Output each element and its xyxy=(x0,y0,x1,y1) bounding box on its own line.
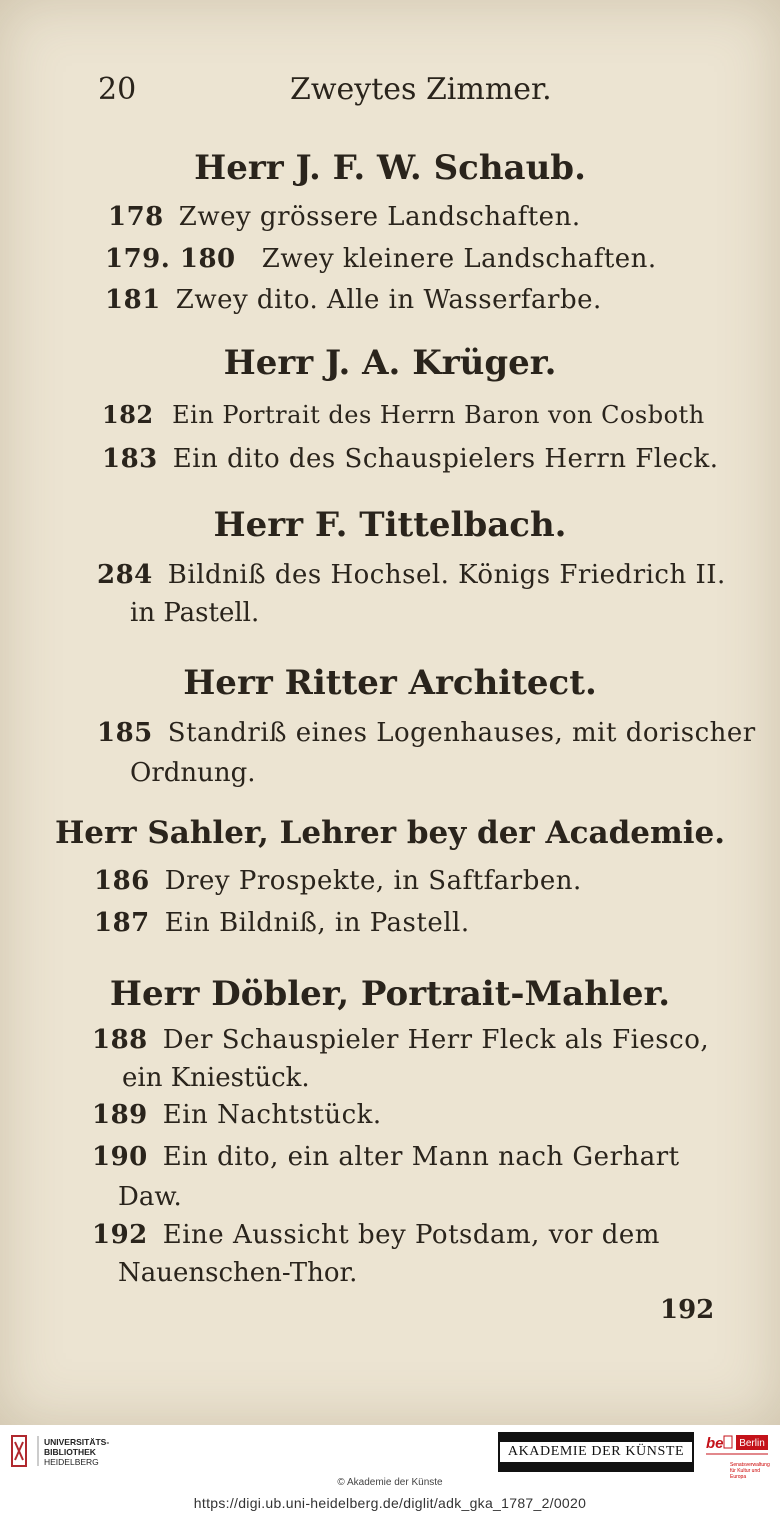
entry-text: Ein dito des Schauspielers Herrn Fleck. xyxy=(172,444,719,474)
artist-heading: Herr Döbler, Portrait-Mahler. xyxy=(109,974,671,1014)
catalog-entry xyxy=(92,1142,680,1172)
entry-number: 186 xyxy=(94,866,150,896)
catalog-entry xyxy=(102,444,719,474)
entry-number: 181 xyxy=(105,285,161,315)
entry-continuation: Nauenschen-Thor. xyxy=(118,1258,358,1288)
entry-number: 182 xyxy=(102,400,154,429)
akademie-logo[interactable] xyxy=(498,1432,694,1472)
berlin-subtitle: Senatsverwaltung für Kultur und Europa xyxy=(730,1462,770,1480)
akademie-label: AKADEMIE DER KÜNSTE xyxy=(499,1441,693,1463)
entry-number: 192 xyxy=(92,1220,148,1250)
catalog-entry xyxy=(102,400,705,429)
university-library-label xyxy=(44,1437,109,1467)
entry-number: 188 xyxy=(92,1025,148,1055)
entry-continuation: in Pastell. xyxy=(130,598,260,628)
artist-heading: Herr Sahler, Lehrer bey der Academie. xyxy=(54,815,726,851)
ub-line-3: HEIDELBERG xyxy=(44,1457,99,1467)
catalog-entry xyxy=(92,1220,660,1250)
berlin-label: Berlin xyxy=(739,1438,765,1449)
entry-text: Zwey grössere Landschaften. xyxy=(178,202,581,232)
entry-number: 179. 180 xyxy=(105,244,236,274)
entry-text: Bildniß des Hochsel. Königs Friedrich II. xyxy=(167,560,726,590)
catalog-entry xyxy=(105,285,602,315)
entry-text: Ein Nachtstück. xyxy=(162,1100,382,1130)
entry-text: Standriß eines Logenhauses, mit dorischer xyxy=(167,718,756,748)
entry-number: 185 xyxy=(97,718,153,748)
entry-number: 187 xyxy=(94,908,150,938)
copyright-notice: © Akademie der Künste xyxy=(337,1477,443,1488)
entry-text: Ein Bildniß, in Pastell. xyxy=(164,908,470,938)
permalink-url[interactable]: https://digi.ub.uni-heidelberg.de/diglit/adk_gka_1787_2/0020 xyxy=(193,1495,587,1511)
entry-continuation: Ordnung. xyxy=(130,758,256,788)
catchword: 192 xyxy=(660,1295,715,1325)
berlin-prefix: be xyxy=(706,1435,724,1452)
running-title: Zweytes Zimmer. xyxy=(290,72,552,107)
artist-heading: Herr J. F. W. Schaub. xyxy=(194,148,586,188)
ub-line-1: UNIVERSITÄTS- xyxy=(44,1437,110,1447)
catalog-entry xyxy=(94,908,470,938)
entry-number: 183 xyxy=(102,444,158,474)
catalog-entry xyxy=(94,866,582,896)
catalog-entry xyxy=(97,560,726,590)
catalog-entry xyxy=(92,1025,709,1055)
catalog-entry xyxy=(105,244,657,274)
entry-text: Eine Aussicht bey Potsdam, vor dem xyxy=(162,1220,660,1250)
ub-line-2: BIBLIOTHEK xyxy=(44,1447,96,1457)
entry-continuation: Daw. xyxy=(118,1182,182,1212)
entry-text: Der Schauspieler Herr Fleck als Fiesco, xyxy=(162,1025,710,1055)
artist-heading: Herr Ritter Architect. xyxy=(183,663,597,703)
catalog-entry xyxy=(97,718,756,748)
entry-number: 284 xyxy=(97,560,153,590)
catalog-entry xyxy=(108,202,581,232)
entry-text: Zwey dito. Alle in Wasserfarbe. xyxy=(175,285,602,315)
entry-number: 190 xyxy=(92,1142,148,1172)
entry-text: Ein dito, ein alter Mann nach Gerhart xyxy=(162,1142,680,1172)
artist-heading: Herr F. Tittelbach. xyxy=(213,505,567,545)
page-number: 20 xyxy=(98,72,137,107)
entry-continuation: ein Kniestück. xyxy=(122,1063,310,1093)
entry-text: Drey Prospekte, in Saftfarben. xyxy=(164,866,582,896)
entry-number: 178 xyxy=(108,202,164,232)
entry-text: Zwey kleinere Landschaften. xyxy=(261,244,657,274)
entry-text: Ein Portrait des Herrn Baron von Cosboth xyxy=(172,401,705,429)
entry-number: 189 xyxy=(92,1100,148,1130)
artist-heading: Herr J. A. Krüger. xyxy=(223,343,557,383)
catalog-entry xyxy=(92,1100,382,1130)
